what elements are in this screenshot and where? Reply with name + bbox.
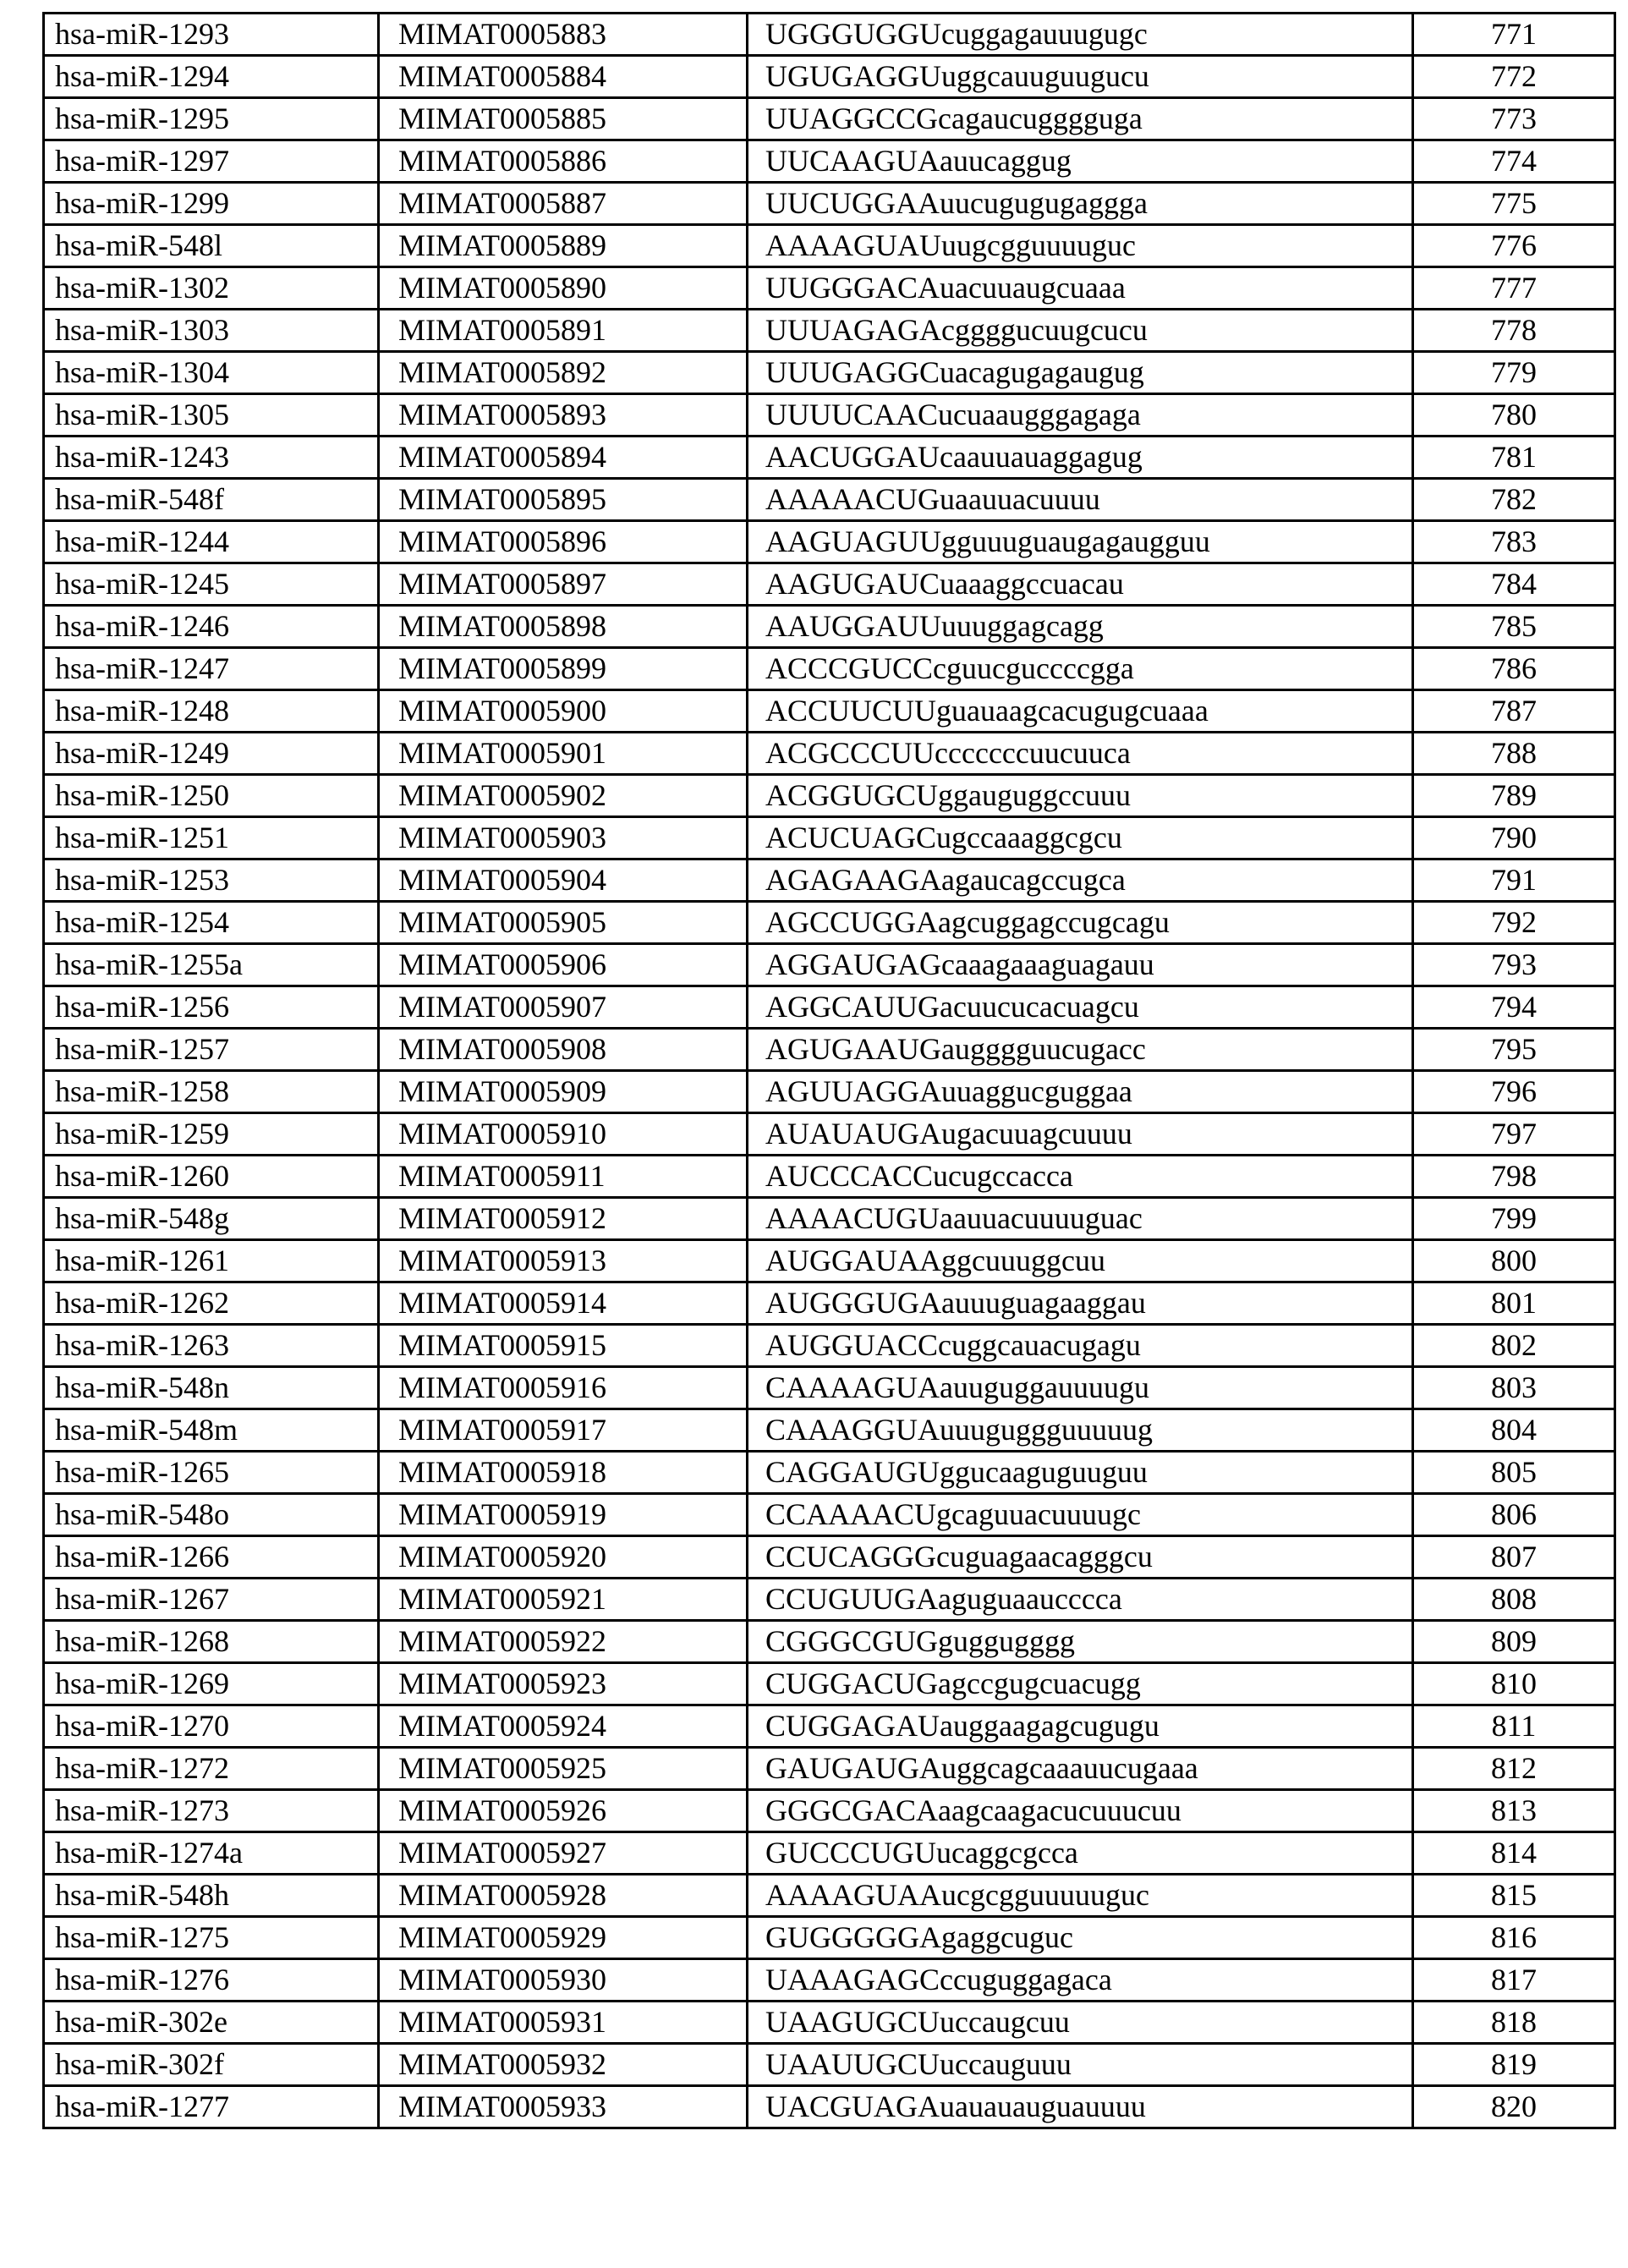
table-row [44, 648, 1615, 690]
accession-cell: MIMAT0005924 [379, 1705, 748, 1748]
sequence-cell: AACUGGAUcaauuauaggagug [748, 437, 1413, 479]
accession-cell: MIMAT0005923 [379, 1663, 748, 1705]
table-row [44, 1875, 1615, 1917]
seq-id-cell: 815 [1413, 1875, 1615, 1917]
mirna-name-cell: hsa-miR-1272 [44, 1748, 379, 1790]
mirna-name-cell: hsa-miR-1249 [44, 733, 379, 775]
sequence-cell: UUUUCAACucuaaugggagaga [748, 394, 1413, 437]
mirna-name-cell: hsa-miR-1258 [44, 1071, 379, 1113]
mirna-name-cell: hsa-miR-302f [44, 2044, 379, 2086]
accession-cell: MIMAT0005918 [379, 1452, 748, 1494]
sequence-cell: GAUGAUGAuggcagcaaauucugaaa [748, 1748, 1413, 1790]
accession-cell: MIMAT0005912 [379, 1198, 748, 1240]
sequence-cell: AAGUAGUUgguuuguaugagaugguu [748, 521, 1413, 563]
accession-cell: MIMAT0005931 [379, 2002, 748, 2044]
seq-id-cell: 788 [1413, 733, 1615, 775]
accession-cell: MIMAT0005909 [379, 1071, 748, 1113]
mirna-name-cell: hsa-miR-1276 [44, 1959, 379, 2002]
table-row [44, 690, 1615, 733]
accession-cell: MIMAT0005916 [379, 1367, 748, 1409]
sequence-cell: AUGGGUGAauuuguagaaggau [748, 1282, 1413, 1325]
accession-cell: MIMAT0005929 [379, 1917, 748, 1959]
mirna-name-cell: hsa-miR-548h [44, 1875, 379, 1917]
sequence-cell: AGUUAGGAuuaggucguggaa [748, 1071, 1413, 1113]
seq-id-cell: 779 [1413, 352, 1615, 394]
table-row [44, 817, 1615, 859]
mirna-name-cell: hsa-miR-1261 [44, 1240, 379, 1282]
seq-id-cell: 800 [1413, 1240, 1615, 1282]
mirna-name-cell: hsa-miR-1267 [44, 1579, 379, 1621]
table-row [44, 902, 1615, 944]
table-row [44, 56, 1615, 98]
seq-id-cell: 773 [1413, 98, 1615, 140]
sequence-cell: UUCUGGAAuucugugugaggga [748, 183, 1413, 225]
mirna-name-cell: hsa-miR-1244 [44, 521, 379, 563]
table-row [44, 944, 1615, 986]
sequence-cell: UAAUUGCUuccauguuu [748, 2044, 1413, 2086]
mirna-name-cell: hsa-miR-1304 [44, 352, 379, 394]
mirna-name-cell: hsa-miR-1295 [44, 98, 379, 140]
accession-cell: MIMAT0005902 [379, 775, 748, 817]
sequence-cell: ACGCCCUUcccccccuucuuca [748, 733, 1413, 775]
accession-cell: MIMAT0005883 [379, 14, 748, 56]
sequence-cell: ACCCGUCCcguucguccccgga [748, 648, 1413, 690]
sequence-cell: CUGGACUGagccgugcuacugg [748, 1663, 1413, 1705]
accession-cell: MIMAT0005930 [379, 1959, 748, 2002]
accession-cell: MIMAT0005925 [379, 1748, 748, 1790]
mirna-name-cell: hsa-miR-548f [44, 479, 379, 521]
mirna-name-cell: hsa-miR-1266 [44, 1536, 379, 1579]
mirna-name-cell: hsa-miR-1246 [44, 606, 379, 648]
accession-cell: MIMAT0005903 [379, 817, 748, 859]
sequence-cell: UAAAGAGCccuguggagaca [748, 1959, 1413, 2002]
seq-id-cell: 805 [1413, 1452, 1615, 1494]
seq-id-cell: 803 [1413, 1367, 1615, 1409]
seq-id-cell: 782 [1413, 479, 1615, 521]
mirna-name-cell: hsa-miR-1243 [44, 437, 379, 479]
sequence-cell: AUGGAUAAggcuuuggcuu [748, 1240, 1413, 1282]
mirna-name-cell: hsa-miR-1260 [44, 1156, 379, 1198]
mirna-name-cell: hsa-miR-1270 [44, 1705, 379, 1748]
table-row [44, 563, 1615, 606]
seq-id-cell: 778 [1413, 310, 1615, 352]
sequence-cell: UUCAAGUAauucaggug [748, 140, 1413, 183]
seq-id-cell: 791 [1413, 859, 1615, 902]
table-row [44, 1536, 1615, 1579]
sequence-cell: UUGGGACAuacuuaugcuaaa [748, 267, 1413, 310]
table-row [44, 521, 1615, 563]
sequence-cell: AUAUAUGAugacuuagcuuuu [748, 1113, 1413, 1156]
accession-cell: MIMAT0005894 [379, 437, 748, 479]
mirna-name-cell: hsa-miR-548n [44, 1367, 379, 1409]
table-row [44, 479, 1615, 521]
sequence-cell: CCUGUUGAaguguaaucccca [748, 1579, 1413, 1621]
seq-id-cell: 811 [1413, 1705, 1615, 1748]
table-row [44, 1156, 1615, 1198]
mirna-name-cell: hsa-miR-1253 [44, 859, 379, 902]
mirna-name-cell: hsa-miR-1263 [44, 1325, 379, 1367]
mirna-name-cell: hsa-miR-1305 [44, 394, 379, 437]
accession-cell: MIMAT0005921 [379, 1579, 748, 1621]
sequence-cell: AGAGAAGAagaucagccugca [748, 859, 1413, 902]
accession-cell: MIMAT0005922 [379, 1621, 748, 1663]
sequence-cell: AAAACUGUaauuacuuuuguac [748, 1198, 1413, 1240]
table-row [44, 1494, 1615, 1536]
mirna-name-cell: hsa-miR-1274a [44, 1832, 379, 1875]
accession-cell: MIMAT0005927 [379, 1832, 748, 1875]
table-row [44, 2044, 1615, 2086]
accession-cell: MIMAT0005911 [379, 1156, 748, 1198]
table-row [44, 140, 1615, 183]
sequence-cell: CCUCAGGGcuguagaacagggcu [748, 1536, 1413, 1579]
seq-id-cell: 802 [1413, 1325, 1615, 1367]
seq-id-cell: 784 [1413, 563, 1615, 606]
table-row [44, 606, 1615, 648]
mirna-name-cell: hsa-miR-1245 [44, 563, 379, 606]
accession-cell: MIMAT0005884 [379, 56, 748, 98]
table-row [44, 1748, 1615, 1790]
sequence-cell: ACUCUAGCugccaaaggcgcu [748, 817, 1413, 859]
mirna-name-cell: hsa-miR-1268 [44, 1621, 379, 1663]
seq-id-cell: 812 [1413, 1748, 1615, 1790]
mirna-name-cell: hsa-miR-1256 [44, 986, 379, 1029]
accession-cell: MIMAT0005901 [379, 733, 748, 775]
table-row [44, 98, 1615, 140]
table-row [44, 437, 1615, 479]
accession-cell: MIMAT0005908 [379, 1029, 748, 1071]
seq-id-cell: 772 [1413, 56, 1615, 98]
sequence-cell: AAUGGAUUuuuggagcagg [748, 606, 1413, 648]
seq-id-cell: 777 [1413, 267, 1615, 310]
accession-cell: MIMAT0005897 [379, 563, 748, 606]
sequence-cell: AUCCCACCucugccacca [748, 1156, 1413, 1198]
table-row [44, 1198, 1615, 1240]
seq-id-cell: 795 [1413, 1029, 1615, 1071]
table-row [44, 2002, 1615, 2044]
mirna-name-cell: hsa-miR-1262 [44, 1282, 379, 1325]
accession-cell: MIMAT0005919 [379, 1494, 748, 1536]
mirna-name-cell: hsa-miR-1251 [44, 817, 379, 859]
table-row [44, 1832, 1615, 1875]
accession-cell: MIMAT0005898 [379, 606, 748, 648]
accession-cell: MIMAT0005915 [379, 1325, 748, 1367]
sequence-cell: AAAAGUAAucgcgguuuuuguc [748, 1875, 1413, 1917]
seq-id-cell: 808 [1413, 1579, 1615, 1621]
sequence-cell: CUGGAGAUauggaagagcugugu [748, 1705, 1413, 1748]
accession-cell: MIMAT0005895 [379, 479, 748, 521]
seq-id-cell: 818 [1413, 2002, 1615, 2044]
seq-id-cell: 816 [1413, 1917, 1615, 1959]
mirna-name-cell: hsa-miR-1299 [44, 183, 379, 225]
mirna-name-cell: hsa-miR-1277 [44, 2086, 379, 2128]
seq-id-cell: 785 [1413, 606, 1615, 648]
accession-cell: MIMAT0005926 [379, 1790, 748, 1832]
sequence-cell: AAAAACUGuaauuacuuuu [748, 479, 1413, 521]
sequence-cell: UGUGAGGUuggcauuguugucu [748, 56, 1413, 98]
table-row [44, 1452, 1615, 1494]
seq-id-cell: 806 [1413, 1494, 1615, 1536]
accession-cell: MIMAT0005917 [379, 1409, 748, 1452]
sequence-cell: UUUGAGGCuacagugagaugug [748, 352, 1413, 394]
sequence-cell: UUAGGCCGcagaucugggguga [748, 98, 1413, 140]
sequence-cell: AGGCAUUGacuucucacuagcu [748, 986, 1413, 1029]
table-row [44, 225, 1615, 267]
seq-id-cell: 793 [1413, 944, 1615, 986]
seq-id-cell: 797 [1413, 1113, 1615, 1156]
seq-id-cell: 780 [1413, 394, 1615, 437]
accession-cell: MIMAT0005914 [379, 1282, 748, 1325]
table-row [44, 986, 1615, 1029]
accession-cell: MIMAT0005905 [379, 902, 748, 944]
seq-id-cell: 787 [1413, 690, 1615, 733]
table-row [44, 1282, 1615, 1325]
mirna-name-cell: hsa-miR-1248 [44, 690, 379, 733]
table-row [44, 1113, 1615, 1156]
seq-id-cell: 814 [1413, 1832, 1615, 1875]
table-row [44, 1071, 1615, 1113]
seq-id-cell: 792 [1413, 902, 1615, 944]
seq-id-cell: 819 [1413, 2044, 1615, 2086]
mirna-name-cell: hsa-miR-548m [44, 1409, 379, 1452]
seq-id-cell: 809 [1413, 1621, 1615, 1663]
accession-cell: MIMAT0005904 [379, 859, 748, 902]
table-row [44, 1663, 1615, 1705]
sequence-cell: AUGGUACCcuggcauacugagu [748, 1325, 1413, 1367]
sequence-cell: AGUGAAUGaugggguucugacc [748, 1029, 1413, 1071]
seq-id-cell: 813 [1413, 1790, 1615, 1832]
sequence-cell: GGGCGACAaagcaagacucuuucuu [748, 1790, 1413, 1832]
mirna-name-cell: hsa-miR-1250 [44, 775, 379, 817]
accession-cell: MIMAT0005920 [379, 1536, 748, 1579]
seq-id-cell: 796 [1413, 1071, 1615, 1113]
mirna-name-cell: hsa-miR-1297 [44, 140, 379, 183]
mirna-name-cell: hsa-miR-1247 [44, 648, 379, 690]
mirna-name-cell: hsa-miR-548o [44, 1494, 379, 1536]
sequence-cell: AGCCUGGAagcuggagccugcagu [748, 902, 1413, 944]
seq-id-cell: 799 [1413, 1198, 1615, 1240]
sequence-cell: ACCUUCUUguauaagcacugugcuaaa [748, 690, 1413, 733]
accession-cell: MIMAT0005907 [379, 986, 748, 1029]
seq-id-cell: 781 [1413, 437, 1615, 479]
table-row [44, 1579, 1615, 1621]
table-row [44, 310, 1615, 352]
table-body [44, 14, 1615, 2128]
table-row [44, 1409, 1615, 1452]
table-row [44, 775, 1615, 817]
mirna-name-cell: hsa-miR-1265 [44, 1452, 379, 1494]
table-row [44, 352, 1615, 394]
mirna-name-cell: hsa-miR-1294 [44, 56, 379, 98]
accession-cell: MIMAT0005889 [379, 225, 748, 267]
table-row [44, 1959, 1615, 2002]
sequence-cell: CGGGCGUGguggugggg [748, 1621, 1413, 1663]
accession-cell: MIMAT0005893 [379, 394, 748, 437]
accession-cell: MIMAT0005896 [379, 521, 748, 563]
sequence-cell: GUCCCUGUucaggcgcca [748, 1832, 1413, 1875]
sequence-cell: CAAAGGUAuuuguggguuuuug [748, 1409, 1413, 1452]
mirna-sequence-table [42, 12, 1616, 2129]
seq-id-cell: 820 [1413, 2086, 1615, 2128]
mirna-name-cell: hsa-miR-548l [44, 225, 379, 267]
accession-cell: MIMAT0005913 [379, 1240, 748, 1282]
sequence-cell: UAAGUGCUuccaugcuu [748, 2002, 1413, 2044]
seq-id-cell: 817 [1413, 1959, 1615, 2002]
sequence-cell: AAGUGAUCuaaaggccuacau [748, 563, 1413, 606]
table-row [44, 267, 1615, 310]
mirna-name-cell: hsa-miR-1275 [44, 1917, 379, 1959]
mirna-name-cell: hsa-miR-1254 [44, 902, 379, 944]
table-row [44, 1240, 1615, 1282]
table-row [44, 1367, 1615, 1409]
sequence-cell: GUGGGGGAgaggcuguc [748, 1917, 1413, 1959]
accession-cell: MIMAT0005892 [379, 352, 748, 394]
accession-cell: MIMAT0005900 [379, 690, 748, 733]
table-row [44, 1705, 1615, 1748]
mirna-name-cell: hsa-miR-1259 [44, 1113, 379, 1156]
table-row [44, 859, 1615, 902]
table-row [44, 1917, 1615, 1959]
seq-id-cell: 771 [1413, 14, 1615, 56]
accession-cell: MIMAT0005906 [379, 944, 748, 986]
seq-id-cell: 790 [1413, 817, 1615, 859]
accession-cell: MIMAT0005899 [379, 648, 748, 690]
table-row [44, 1790, 1615, 1832]
seq-id-cell: 804 [1413, 1409, 1615, 1452]
mirna-name-cell: hsa-miR-1269 [44, 1663, 379, 1705]
table-row [44, 394, 1615, 437]
mirna-name-cell: hsa-miR-1273 [44, 1790, 379, 1832]
table-row [44, 1029, 1615, 1071]
accession-cell: MIMAT0005887 [379, 183, 748, 225]
table-row [44, 2086, 1615, 2128]
sequence-cell: UGGGUGGUcuggagauuugugc [748, 14, 1413, 56]
seq-id-cell: 789 [1413, 775, 1615, 817]
accession-cell: MIMAT0005890 [379, 267, 748, 310]
seq-id-cell: 774 [1413, 140, 1615, 183]
table-row [44, 733, 1615, 775]
seq-id-cell: 783 [1413, 521, 1615, 563]
accession-cell: MIMAT0005891 [379, 310, 748, 352]
sequence-cell: ACGGUGCUggauguggccuuu [748, 775, 1413, 817]
accession-cell: MIMAT0005886 [379, 140, 748, 183]
sequence-cell: CAAAAGUAauuguggauuuugu [748, 1367, 1413, 1409]
seq-id-cell: 776 [1413, 225, 1615, 267]
seq-id-cell: 794 [1413, 986, 1615, 1029]
mirna-name-cell: hsa-miR-1293 [44, 14, 379, 56]
seq-id-cell: 786 [1413, 648, 1615, 690]
seq-id-cell: 807 [1413, 1536, 1615, 1579]
seq-id-cell: 801 [1413, 1282, 1615, 1325]
accession-cell: MIMAT0005932 [379, 2044, 748, 2086]
seq-id-cell: 775 [1413, 183, 1615, 225]
sequence-cell: UACGUAGAuauauauguauuuu [748, 2086, 1413, 2128]
accession-cell: MIMAT0005933 [379, 2086, 748, 2128]
accession-cell: MIMAT0005928 [379, 1875, 748, 1917]
sequence-cell: AGGAUGAGcaaagaaaguagauu [748, 944, 1413, 986]
accession-cell: MIMAT0005910 [379, 1113, 748, 1156]
table-row [44, 14, 1615, 56]
sequence-cell: CAGGAUGUggucaaguguuguu [748, 1452, 1413, 1494]
seq-id-cell: 810 [1413, 1663, 1615, 1705]
table-row [44, 183, 1615, 225]
table-row [44, 1621, 1615, 1663]
mirna-name-cell: hsa-miR-1257 [44, 1029, 379, 1071]
sequence-cell: AAAAGUAUuugcgguuuuguc [748, 225, 1413, 267]
mirna-name-cell: hsa-miR-1255a [44, 944, 379, 986]
mirna-name-cell: hsa-miR-1303 [44, 310, 379, 352]
accession-cell: MIMAT0005885 [379, 98, 748, 140]
sequence-cell: UUUAGAGAcggggucuugcucu [748, 310, 1413, 352]
table-row [44, 1325, 1615, 1367]
seq-id-cell: 798 [1413, 1156, 1615, 1198]
mirna-name-cell: hsa-miR-1302 [44, 267, 379, 310]
sequence-cell: CCAAAACUgcaguuacuuuugc [748, 1494, 1413, 1536]
mirna-name-cell: hsa-miR-302e [44, 2002, 379, 2044]
mirna-name-cell: hsa-miR-548g [44, 1198, 379, 1240]
